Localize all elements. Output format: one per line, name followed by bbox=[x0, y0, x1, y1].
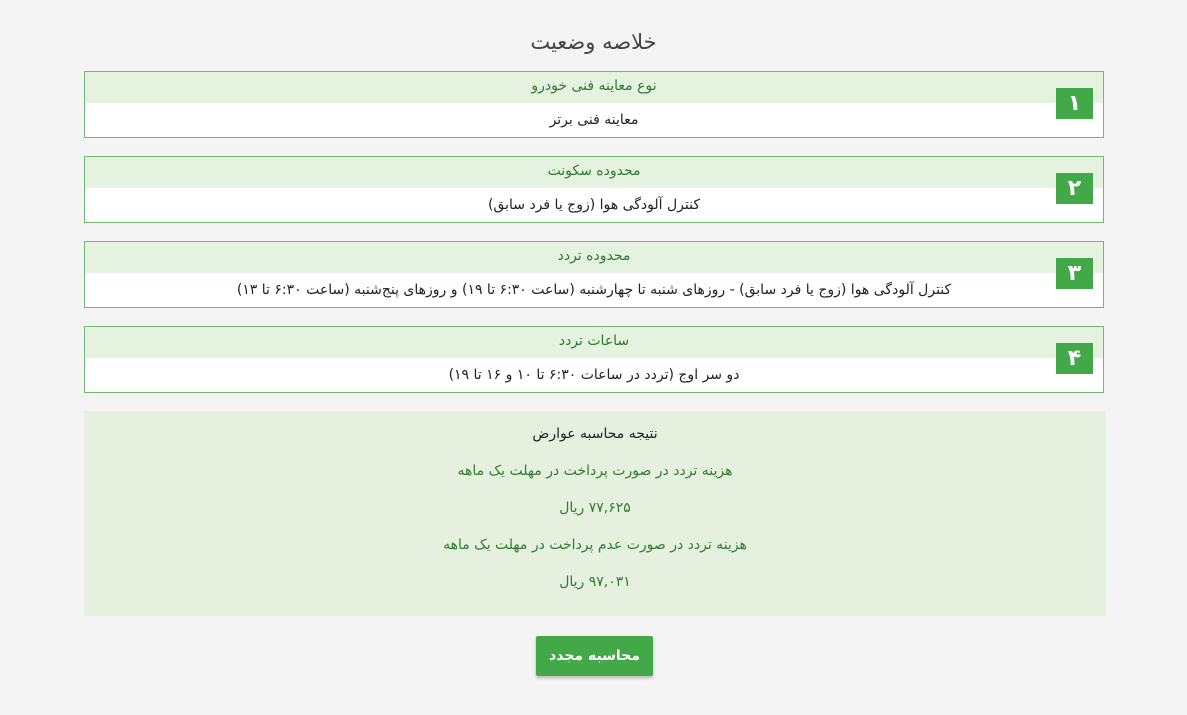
recalculate-button[interactable]: محاسبه مجدد bbox=[536, 636, 653, 676]
summary-card-residence-zone bbox=[84, 156, 1104, 223]
card-value: دو سر اوج (تردد در ساعات ۶:۳۰ تا ۱۰ و ۱۶ تا ۱۹) bbox=[448, 367, 740, 383]
card-title: محدوده تردد bbox=[85, 242, 1103, 273]
card-title: ساعات تردد bbox=[85, 327, 1103, 358]
on-time-fee-label: هزینه تردد در صورت پرداخت در مهلت یک ماهه bbox=[457, 463, 733, 479]
result-title: نتیجه محاسبه عوارض bbox=[532, 426, 658, 442]
card-title: محدوده سکونت bbox=[85, 157, 1103, 188]
summary-card-traffic-zone bbox=[84, 241, 1104, 308]
step-number-badge: ۴ bbox=[1056, 343, 1093, 374]
card-value: کنترل آلودگی هوا (زوج یا فرد سابق) bbox=[487, 197, 701, 213]
late-fee-label: هزینه تردد در صورت عدم پرداخت در مهلت یک ماهه bbox=[443, 537, 747, 553]
card-value: معاینه فنی برتر bbox=[549, 112, 639, 128]
summary-card-traffic-hours bbox=[84, 326, 1104, 393]
card-title: نوع معاینه فنی خودرو bbox=[85, 72, 1103, 103]
late-fee-amount: ۹۷,۰۳۱ ریال bbox=[559, 574, 631, 590]
step-number-badge: ۱ bbox=[1056, 88, 1093, 119]
page-title: خلاصه وضعیت bbox=[530, 30, 657, 54]
step-number-badge: ۲ bbox=[1056, 173, 1093, 204]
card-value: کنترل آلودگی هوا (زوج یا فرد سابق) - روزهای شنبه تا چهارشنبه (ساعت ۶:۳۰ تا ۱۹) و روزهای پنج‌شنبه (ساعت ۶:۳۰ تا ۱۳) bbox=[236, 282, 952, 298]
on-time-fee-amount: ۷۷,۶۲۵ ریال bbox=[559, 500, 631, 516]
summary-card-vehicle-inspection bbox=[84, 71, 1104, 138]
fee-result-panel bbox=[84, 411, 1106, 616]
step-number-badge: ۳ bbox=[1056, 258, 1093, 289]
